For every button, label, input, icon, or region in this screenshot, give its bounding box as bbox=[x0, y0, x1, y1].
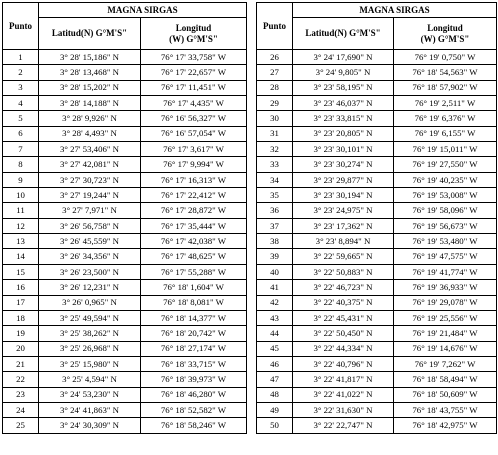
cell-punto: 18 bbox=[3, 310, 39, 325]
cell-longitud: 76° 19' 6,155" W bbox=[394, 126, 497, 141]
cell-punto: 49 bbox=[257, 402, 293, 417]
cell-latitud: 3° 27' 19,244" N bbox=[39, 188, 141, 203]
cell-longitud: 76° 19' 53,008" W bbox=[394, 188, 497, 203]
cell-punto: 38 bbox=[257, 234, 293, 249]
cell-latitud: 3° 23' 29,877" N bbox=[293, 172, 394, 187]
table-row bbox=[3, 188, 247, 203]
cell-longitud: 76° 17' 11,451" W bbox=[141, 80, 247, 95]
cell-latitud: 3° 25' 26,968" N bbox=[39, 341, 141, 356]
cell-punto: 8 bbox=[3, 157, 39, 172]
cell-longitud: 76° 18' 42,975" W bbox=[394, 418, 497, 433]
cell-longitud: 76° 17' 16,313" W bbox=[141, 172, 247, 187]
cell-longitud: 76° 18' 58,494" W bbox=[394, 372, 497, 387]
cell-punto: 23 bbox=[3, 387, 39, 402]
cell-latitud: 3° 28' 15,186" N bbox=[39, 50, 141, 65]
cell-longitud: 76° 18' 58,246" W bbox=[141, 418, 247, 433]
cell-latitud: 3° 28' 14,188" N bbox=[39, 96, 141, 111]
cell-longitud: 76° 18' 50,609" W bbox=[394, 387, 497, 402]
cell-latitud: 3° 23' 17,362" N bbox=[293, 218, 394, 233]
table-row bbox=[257, 264, 497, 279]
table-row bbox=[257, 65, 497, 80]
table-row bbox=[3, 234, 247, 249]
table-row bbox=[3, 50, 247, 65]
cell-punto: 25 bbox=[3, 418, 39, 433]
cell-latitud: 3° 22' 46,723" N bbox=[293, 280, 394, 295]
table-row bbox=[3, 96, 247, 111]
cell-latitud: 3° 25' 49,594" N bbox=[39, 310, 141, 325]
cell-longitud: 76° 16' 56,327" W bbox=[141, 111, 247, 126]
table-row bbox=[257, 50, 497, 65]
cell-punto: 35 bbox=[257, 188, 293, 203]
cell-punto: 44 bbox=[257, 326, 293, 341]
cell-latitud: 3° 26' 34,356" N bbox=[39, 249, 141, 264]
table-row bbox=[257, 188, 497, 203]
table-row bbox=[257, 387, 497, 402]
cell-punto: 16 bbox=[3, 280, 39, 295]
cell-punto: 45 bbox=[257, 341, 293, 356]
table-row bbox=[3, 249, 247, 264]
table-row bbox=[257, 203, 497, 218]
cell-punto: 47 bbox=[257, 372, 293, 387]
cell-punto: 27 bbox=[257, 65, 293, 80]
table-row bbox=[3, 326, 247, 341]
cell-longitud: 76° 18' 33,715" W bbox=[141, 356, 247, 371]
cell-latitud: 3° 23' 30,101" N bbox=[293, 142, 394, 157]
cell-latitud: 3° 22' 22,747" N bbox=[293, 418, 394, 433]
cell-punto: 4 bbox=[3, 96, 39, 111]
cell-latitud: 3° 27' 7,971" N bbox=[39, 203, 141, 218]
table-row bbox=[3, 372, 247, 387]
cell-punto: 30 bbox=[257, 111, 293, 126]
table-row bbox=[257, 418, 497, 433]
cell-punto: 6 bbox=[3, 126, 39, 141]
cell-punto: 36 bbox=[257, 203, 293, 218]
cell-latitud: 3° 26' 0,965" N bbox=[39, 295, 141, 310]
cell-punto: 17 bbox=[3, 295, 39, 310]
cell-longitud: 76° 19' 6,376" W bbox=[394, 111, 497, 126]
table-row bbox=[3, 402, 247, 417]
table-row bbox=[257, 372, 497, 387]
cell-longitud: 76° 17' 22,657" W bbox=[141, 65, 247, 80]
cell-longitud: 76° 17' 55,288" W bbox=[141, 264, 247, 279]
cell-latitud: 3° 25' 15,980" N bbox=[39, 356, 141, 371]
group-header-magna-sirgas: MAGNA SIRGAS bbox=[293, 3, 497, 18]
cell-punto: 31 bbox=[257, 126, 293, 141]
cell-punto: 42 bbox=[257, 295, 293, 310]
cell-punto: 14 bbox=[3, 249, 39, 264]
table-row bbox=[3, 341, 247, 356]
cell-longitud: 76° 19' 0,750" W bbox=[394, 50, 497, 65]
cell-punto: 11 bbox=[3, 203, 39, 218]
cell-punto: 37 bbox=[257, 218, 293, 233]
cell-punto: 10 bbox=[3, 188, 39, 203]
cell-latitud: 3° 23' 58,195" N bbox=[293, 80, 394, 95]
table-row bbox=[3, 142, 247, 157]
cell-punto: 40 bbox=[257, 264, 293, 279]
cell-latitud: 3° 22' 50,883" N bbox=[293, 264, 394, 279]
table-row bbox=[3, 387, 247, 402]
table-row bbox=[257, 96, 497, 111]
cell-punto: 29 bbox=[257, 96, 293, 111]
column-header-latitud: Latitud(N) G°M'S" bbox=[39, 18, 141, 50]
table-row bbox=[3, 295, 247, 310]
cell-longitud: 76° 19' 53,480" W bbox=[394, 234, 497, 249]
cell-longitud: 76° 19' 7,262" W bbox=[394, 356, 497, 371]
cell-punto: 28 bbox=[257, 80, 293, 95]
cell-latitud: 3° 25' 4,594" N bbox=[39, 372, 141, 387]
cell-longitud: 76° 19' 40,235" W bbox=[394, 172, 497, 187]
cell-punto: 21 bbox=[3, 356, 39, 371]
column-header-punto: Punto bbox=[257, 3, 293, 50]
table-row bbox=[257, 310, 497, 325]
cell-latitud: 3° 26' 56,758" N bbox=[39, 218, 141, 233]
table-row bbox=[3, 126, 247, 141]
table-row bbox=[257, 356, 497, 371]
cell-longitud: 76° 19' 25,556" W bbox=[394, 310, 497, 325]
cell-punto: 34 bbox=[257, 172, 293, 187]
cell-punto: 46 bbox=[257, 356, 293, 371]
longitud-header-line2: (W) G°M'S" bbox=[420, 33, 470, 44]
table-body-left bbox=[3, 50, 247, 434]
cell-latitud: 3° 23' 30,274" N bbox=[293, 157, 394, 172]
cell-latitud: 3° 28' 4,493" N bbox=[39, 126, 141, 141]
cell-latitud: 3° 22' 45,431" N bbox=[293, 310, 394, 325]
table-row bbox=[257, 157, 497, 172]
cell-latitud: 3° 27' 53,406" N bbox=[39, 142, 141, 157]
cell-longitud: 76° 18' 52,582" W bbox=[141, 402, 247, 417]
cell-longitud: 76° 18' 20,742" W bbox=[141, 326, 247, 341]
table-row bbox=[257, 326, 497, 341]
cell-latitud: 3° 23' 8,894" N bbox=[293, 234, 394, 249]
table-row bbox=[3, 218, 247, 233]
coordinates-table-left bbox=[2, 2, 247, 434]
cell-punto: 19 bbox=[3, 326, 39, 341]
cell-latitud: 3° 24' 30,309" N bbox=[39, 418, 141, 433]
cell-latitud: 3° 22' 44,334" N bbox=[293, 341, 394, 356]
cell-punto: 26 bbox=[257, 50, 293, 65]
cell-punto: 39 bbox=[257, 249, 293, 264]
cell-longitud: 76° 17' 9,994" W bbox=[141, 157, 247, 172]
cell-longitud: 76° 18' 57,902" W bbox=[394, 80, 497, 95]
cell-longitud: 76° 18' 43,755" W bbox=[394, 402, 497, 417]
table-row bbox=[257, 341, 497, 356]
cell-longitud: 76° 17' 4,435" W bbox=[141, 96, 247, 111]
cell-latitud: 3° 24' 41,863" N bbox=[39, 402, 141, 417]
cell-longitud: 76° 19' 29,078" W bbox=[394, 295, 497, 310]
cell-longitud: 76° 19' 2,511" W bbox=[394, 96, 497, 111]
longitud-header-line2: (W) G°M'S" bbox=[169, 33, 218, 44]
table-row bbox=[257, 142, 497, 157]
cell-punto: 12 bbox=[3, 218, 39, 233]
cell-longitud: 76° 18' 8,081" W bbox=[141, 295, 247, 310]
cell-longitud: 76° 17' 48,625" W bbox=[141, 249, 247, 264]
cell-longitud: 76° 18' 39,973" W bbox=[141, 372, 247, 387]
cell-longitud: 76° 18' 27,174" W bbox=[141, 341, 247, 356]
cell-punto: 7 bbox=[3, 142, 39, 157]
cell-latitud: 3° 22' 31,630" N bbox=[293, 402, 394, 417]
cell-longitud: 76° 19' 14,676" W bbox=[394, 341, 497, 356]
cell-punto: 43 bbox=[257, 310, 293, 325]
table-row bbox=[257, 80, 497, 95]
cell-latitud: 3° 25' 38,262" N bbox=[39, 326, 141, 341]
cell-longitud: 76° 19' 21,484" W bbox=[394, 326, 497, 341]
cell-latitud: 3° 23' 46,037" N bbox=[293, 96, 394, 111]
cell-latitud: 3° 26' 23,500" N bbox=[39, 264, 141, 279]
table-row bbox=[3, 80, 247, 95]
cell-longitud: 76° 18' 14,377" W bbox=[141, 310, 247, 325]
cell-punto: 2 bbox=[3, 65, 39, 80]
cell-punto: 1 bbox=[3, 50, 39, 65]
cell-punto: 48 bbox=[257, 387, 293, 402]
cell-longitud: 76° 19' 56,673" W bbox=[394, 218, 497, 233]
cell-latitud: 3° 24' 53,230" N bbox=[39, 387, 141, 402]
cell-latitud: 3° 27' 42,081" N bbox=[39, 157, 141, 172]
cell-punto: 3 bbox=[3, 80, 39, 95]
table-row bbox=[257, 234, 497, 249]
column-header-latitud: Latitud(N) G°M'S" bbox=[293, 18, 394, 50]
column-header-punto: Punto bbox=[3, 3, 39, 50]
cell-latitud: 3° 22' 41,022" N bbox=[293, 387, 394, 402]
cell-longitud: 76° 17' 42,038" W bbox=[141, 234, 247, 249]
cell-punto: 13 bbox=[3, 234, 39, 249]
cell-longitud: 76° 19' 58,096" W bbox=[394, 203, 497, 218]
cell-punto: 15 bbox=[3, 264, 39, 279]
table-row bbox=[3, 356, 247, 371]
cell-punto: 41 bbox=[257, 280, 293, 295]
cell-latitud: 3° 22' 59,665" N bbox=[293, 249, 394, 264]
table-row bbox=[257, 280, 497, 295]
table-row bbox=[3, 203, 247, 218]
table-row bbox=[257, 111, 497, 126]
column-header-longitud bbox=[394, 18, 497, 50]
table-row bbox=[257, 295, 497, 310]
cell-longitud: 76° 17' 35,444" W bbox=[141, 218, 247, 233]
table-row bbox=[257, 218, 497, 233]
cell-longitud: 76° 18' 54,563" W bbox=[394, 65, 497, 80]
cell-longitud: 76° 17' 28,872" W bbox=[141, 203, 247, 218]
cell-longitud: 76° 17' 3,617" W bbox=[141, 142, 247, 157]
table-row bbox=[3, 65, 247, 80]
cell-longitud: 76° 19' 36,933" W bbox=[394, 280, 497, 295]
cell-longitud: 76° 19' 15,011" W bbox=[394, 142, 497, 157]
table-row bbox=[3, 111, 247, 126]
cell-latitud: 3° 24' 9,805" N bbox=[293, 65, 394, 80]
cell-latitud: 3° 27' 30,723" N bbox=[39, 172, 141, 187]
cell-latitud: 3° 23' 30,194" N bbox=[293, 188, 394, 203]
cell-longitud: 76° 19' 41,774" W bbox=[394, 264, 497, 279]
cell-latitud: 3° 22' 41,817" N bbox=[293, 372, 394, 387]
cell-longitud: 76° 17' 33,758" W bbox=[141, 50, 247, 65]
column-header-longitud bbox=[141, 18, 247, 50]
cell-latitud: 3° 22' 40,796" N bbox=[293, 356, 394, 371]
table-row bbox=[3, 172, 247, 187]
cell-latitud: 3° 23' 24,975" N bbox=[293, 203, 394, 218]
cell-latitud: 3° 23' 33,815" N bbox=[293, 111, 394, 126]
cell-punto: 22 bbox=[3, 372, 39, 387]
table-row bbox=[3, 310, 247, 325]
cell-latitud: 3° 28' 9,926" N bbox=[39, 111, 141, 126]
longitud-header-line1: Longitud bbox=[175, 23, 212, 34]
cell-latitud: 3° 28' 13,468" N bbox=[39, 65, 141, 80]
cell-punto: 50 bbox=[257, 418, 293, 433]
cell-punto: 33 bbox=[257, 157, 293, 172]
cell-latitud: 3° 28' 15,202" N bbox=[39, 80, 141, 95]
cell-punto: 5 bbox=[3, 111, 39, 126]
group-header-magna-sirgas: MAGNA SIRGAS bbox=[39, 3, 247, 18]
table-row bbox=[257, 126, 497, 141]
cell-longitud: 76° 19' 27,550" W bbox=[394, 157, 497, 172]
cell-longitud: 76° 18' 1,604" W bbox=[141, 280, 247, 295]
coordinates-table-right bbox=[256, 2, 497, 434]
cell-latitud: 3° 26' 12,231" N bbox=[39, 280, 141, 295]
cell-latitud: 3° 24' 17,690" N bbox=[293, 50, 394, 65]
cell-longitud: 76° 19' 47,575" W bbox=[394, 249, 497, 264]
cell-latitud: 3° 23' 20,805" N bbox=[293, 126, 394, 141]
cell-longitud: 76° 16' 57,054" W bbox=[141, 126, 247, 141]
cell-punto: 9 bbox=[3, 172, 39, 187]
table-row bbox=[3, 280, 247, 295]
cell-latitud: 3° 22' 50,450" N bbox=[293, 326, 394, 341]
table-row bbox=[3, 157, 247, 172]
cell-latitud: 3° 22' 40,375" N bbox=[293, 295, 394, 310]
cell-longitud: 76° 18' 46,280" W bbox=[141, 387, 247, 402]
cell-longitud: 76° 17' 22,412" W bbox=[141, 188, 247, 203]
cell-punto: 20 bbox=[3, 341, 39, 356]
cell-punto: 24 bbox=[3, 402, 39, 417]
table-row bbox=[257, 249, 497, 264]
table-body-right bbox=[257, 50, 497, 434]
table-row bbox=[257, 402, 497, 417]
cell-punto: 32 bbox=[257, 142, 293, 157]
table-row bbox=[3, 418, 247, 433]
cell-latitud: 3° 26' 45,559" N bbox=[39, 234, 141, 249]
table-row bbox=[3, 264, 247, 279]
longitud-header-line1: Longitud bbox=[427, 23, 463, 34]
table-row bbox=[257, 172, 497, 187]
